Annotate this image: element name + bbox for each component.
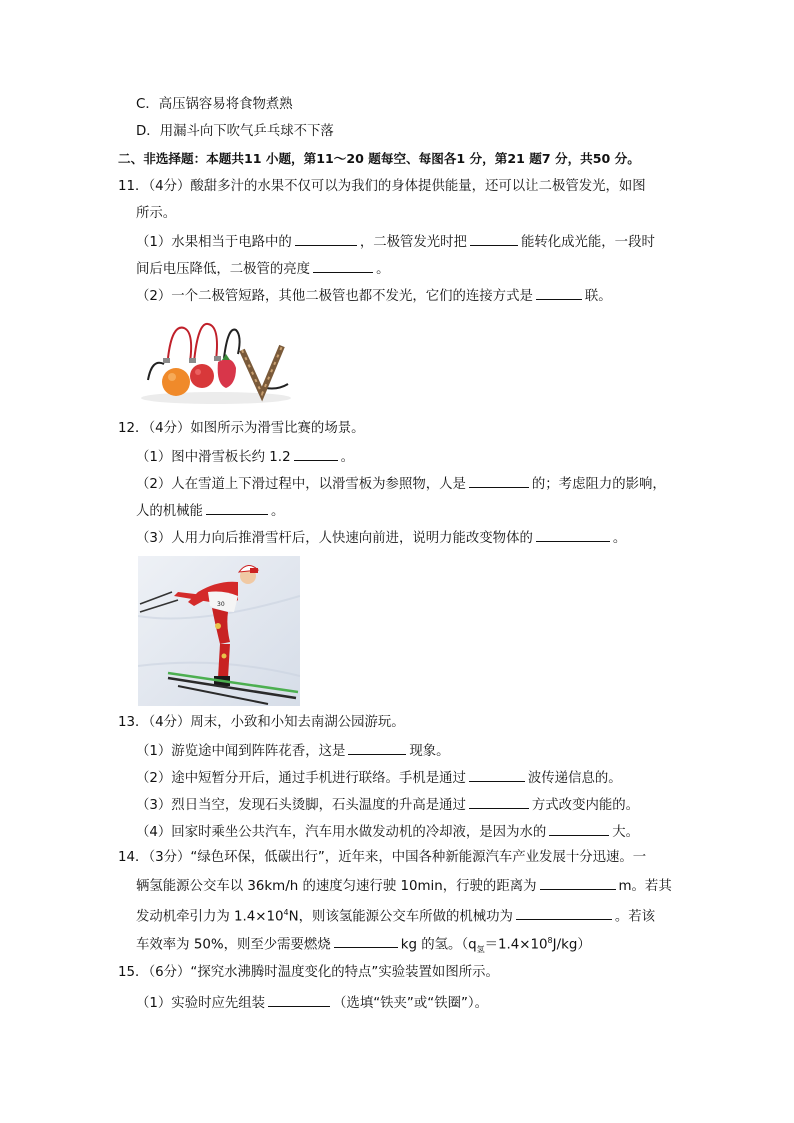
q14-blank-3[interactable]	[334, 933, 398, 948]
q13-p4-text-a: （4）回家时乘坐公共汽车，汽车用水做发动机的冷却液，是因为水的	[136, 825, 547, 840]
q12-part3	[136, 527, 626, 549]
q11-part1	[136, 231, 655, 253]
q12-p2-text-b: 的；考虑阻力的影响，	[531, 477, 666, 492]
q11-stem-line2: 所示。	[136, 206, 177, 221]
q12-skier-photo	[138, 556, 300, 706]
q14-line2	[136, 875, 672, 897]
q12-stem: 12．（4分）如图所示为滑雪比赛的场景。	[118, 421, 365, 436]
section-header: 二、非选择题：本题共11 小题，第11～20 题每空、每图各1 分，第21 题7 分，共50 分。	[118, 151, 640, 166]
q14-l3-text-b: N，则该氢能源公交车所做的机械功为	[288, 909, 513, 925]
q12-p1-text-b: 。	[340, 450, 354, 465]
q12-blank-3[interactable]	[206, 500, 268, 515]
q11-p1-text-c: 能转化成光能，一段时	[520, 235, 655, 250]
q13-p1-text-a: （1）游览途中闻到阵阵花香，这是	[136, 744, 346, 759]
q12-p2-text-c: 人的机械能	[136, 504, 203, 519]
q14-l2-text-a: 辆氢能源公交车以 36km/h 的速度匀速行驶 10min，行驶的距离为	[136, 879, 537, 894]
q13-p2-text-a: （2）途中短暂分开后，通过手机进行联络。手机是通过	[136, 771, 466, 786]
q11-blank-2[interactable]	[470, 231, 518, 246]
q11-part2	[136, 285, 612, 307]
q12-p2-text-d: 。	[270, 504, 285, 519]
q14-blank-2[interactable]	[516, 905, 612, 920]
q13-part2	[136, 767, 622, 789]
q12-p2-text-a: （2）人在雪道上下滑过程中，以滑雪板为参照物，人是	[136, 477, 466, 492]
q14-line1: 14．（3分）“绿色环保，低碳出行”，近年来，中国各种新能源汽车产业发展十分迅速。一	[118, 850, 647, 865]
q12-part2	[136, 473, 666, 495]
q13-blank-2[interactable]	[469, 767, 525, 782]
q15-part1	[136, 992, 488, 1014]
q13-p3-text-a: （3）烈日当空，发现石头烫脚，石头温度的升高是通过	[136, 798, 466, 813]
fruit-led-illustration	[138, 318, 298, 406]
q14-line3	[136, 903, 655, 927]
q12-part2-cont	[136, 500, 284, 522]
q14-l4-text-c: ＝1.4×10	[484, 937, 548, 953]
q14-l4-text-a: 车效率为 50%，则至少需要燃烧	[136, 937, 331, 953]
q15-blank-1[interactable]	[268, 992, 330, 1007]
q13-p1-text-b: 现象。	[409, 744, 450, 759]
skier-illustration	[138, 556, 300, 706]
q13-blank-3[interactable]	[469, 794, 529, 809]
q12-blank-4[interactable]	[536, 527, 610, 542]
q11-blank-4[interactable]	[536, 285, 582, 300]
q12-blank-2[interactable]	[469, 473, 529, 488]
q14-line4	[136, 931, 591, 960]
q15-p1-text-a: （1）实验时应先组装	[136, 996, 266, 1011]
q14-l2-text-b: m。若其	[618, 879, 672, 894]
q11-p1-text-b: ，二极管发光时把	[359, 235, 467, 250]
q12-p3-text-a: （3）人用力向后推滑雪杆后，人快速向前进，说明力能改变物体的	[136, 531, 533, 546]
q11-fruit-battery-figure	[138, 318, 298, 406]
q13-blank-1[interactable]	[348, 740, 406, 755]
svg-text:30: 30	[217, 601, 225, 608]
q14-l3-text-c: 。若该	[614, 909, 656, 925]
q12-part1	[136, 446, 354, 468]
q13-part3	[136, 794, 639, 816]
q14-l4-exponent: 8	[547, 936, 553, 945]
q11-p1-text-a: （1）水果相当于电路中的	[136, 235, 292, 250]
q11-p1-text-e: 。	[376, 262, 390, 277]
q14-l4-text-b: kg 的氢。（q	[400, 937, 477, 953]
q13-part1	[136, 740, 450, 762]
q12-p3-text-b: 。	[612, 531, 627, 546]
option-d: D．用漏斗向下吹气乒乓球不下落	[136, 124, 334, 139]
q12-p1-text-a: （1）图中滑雪板长约 1.2	[136, 450, 291, 465]
q13-p3-text-b: 方式改变内能的。	[531, 798, 640, 813]
q11-p1-text-d: 间后电压降低，二极管的亮度	[136, 262, 311, 277]
q11-blank-1[interactable]	[295, 231, 357, 246]
q14-l3-exponent: 4	[283, 908, 289, 917]
q15-stem: 15．（6分）“探究水沸腾时温度变化的特点”实验装置如图所示。	[118, 965, 499, 980]
q11-p2-text-b: 联。	[584, 289, 612, 304]
q12-blank-1[interactable]	[294, 446, 338, 461]
q14-blank-1[interactable]	[540, 875, 616, 890]
q14-l4-text-d: J/kg）	[552, 937, 591, 953]
q11-stem-line1: 11．（4分）酸甜多汁的水果不仅可以为我们的身体提供能量，还可以让二极管发光，如图	[118, 179, 646, 194]
q13-p2-text-b: 波传递信息的。	[527, 771, 622, 786]
q11-blank-3[interactable]	[313, 258, 373, 273]
q11-part1-cont	[136, 258, 389, 280]
q15-p1-text-b: （选填“铁夹”或“铁圈”）。	[333, 996, 489, 1011]
q13-blank-4[interactable]	[549, 821, 609, 836]
option-c: C．高压锅容易将食物煮熟	[136, 97, 293, 112]
q14-l4-subscript: 氢	[476, 945, 485, 955]
q13-part4	[136, 821, 639, 843]
q13-p4-text-b: 大。	[612, 825, 640, 840]
q13-stem: 13．（4分）周末，小致和小知去南湖公园游玩。	[118, 715, 405, 730]
q14-l3-text-a: 发动机牵引力为 1.4×10	[136, 909, 284, 925]
q11-p2-text-a: （2）一个二极管短路，其他二极管也都不发光，它们的连接方式是	[136, 289, 533, 304]
